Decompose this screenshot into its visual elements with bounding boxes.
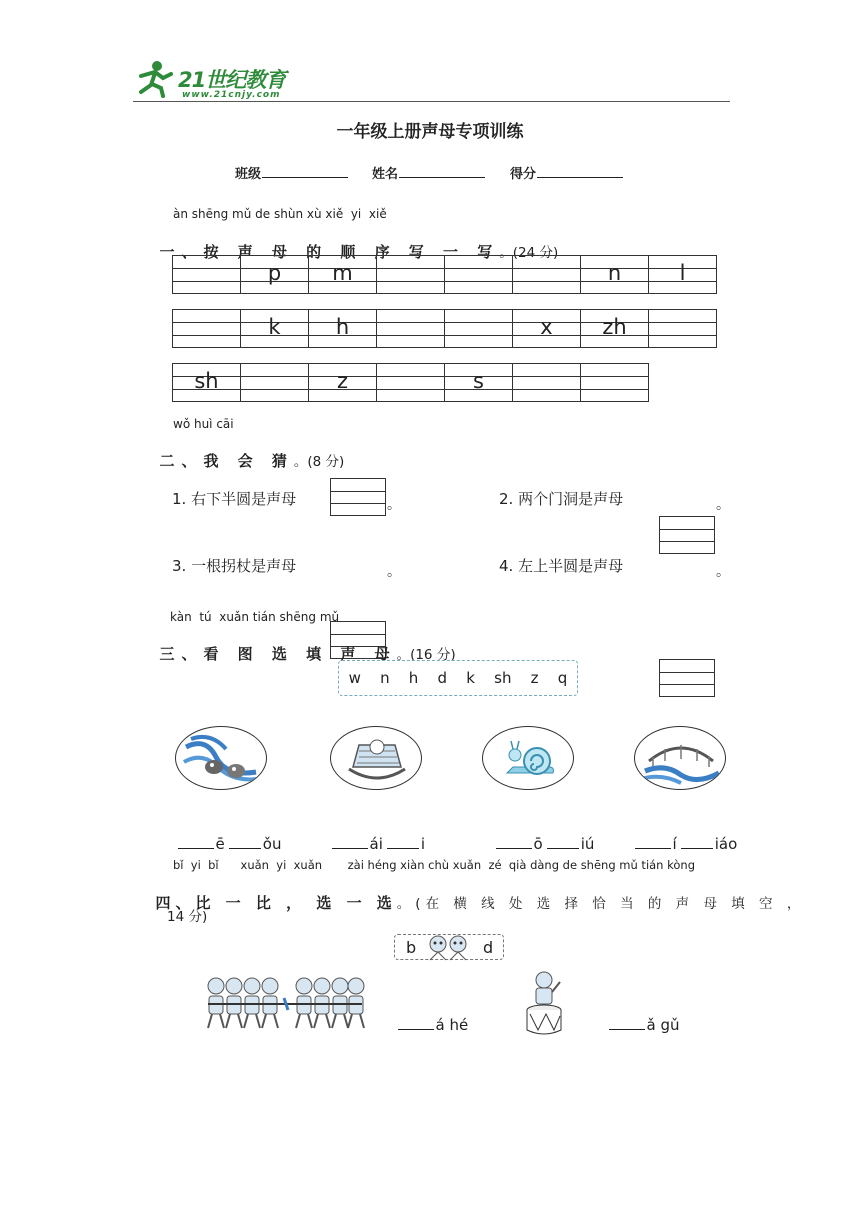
blank[interactable]: [398, 1015, 434, 1030]
bridge-picture: [634, 726, 726, 790]
initials-choice-box: [338, 660, 578, 696]
final-text: ái: [369, 835, 383, 853]
grid-cell[interactable]: s: [445, 363, 513, 402]
page-title: 一年级上册声母专项训练: [336, 122, 524, 142]
riddle-2-text: 2. 两个门洞是声母: [499, 490, 624, 508]
header-divider: [133, 101, 730, 102]
choice-n: n: [380, 669, 390, 687]
grid-cell[interactable]: [445, 309, 513, 348]
grid-cell[interactable]: [377, 309, 445, 348]
grid-cell[interactable]: x: [513, 309, 581, 348]
grid-row-2: [172, 309, 717, 348]
grid-cell[interactable]: [445, 255, 513, 294]
section4-pinyin: bǐ yi bǐ xuǎn yi xuǎn zài héng xiàn chù xuǎn zé qià dàng de shēng mǔ tián kòng: [173, 858, 696, 872]
blank[interactable]: [178, 834, 214, 849]
section3-points: 。(16 分): [396, 647, 456, 663]
section1-title: 一、按 声 母 的 顺 序 写 一 写: [159, 243, 500, 261]
section4-title: 四、比 一 比 ， 选 一 选: [155, 894, 397, 912]
grid-cell[interactable]: [513, 363, 581, 402]
answer-snail: [486, 816, 594, 853]
class-field[interactable]: [235, 163, 348, 182]
tug-of-war-picture: [204, 974, 366, 1036]
logo-text: 21世纪教育: [178, 68, 286, 92]
answer-octopus: [168, 816, 281, 853]
logo-url: www.21cnjy.com: [182, 90, 281, 100]
cradle-picture: [330, 726, 422, 790]
riddle-3-period: 。: [387, 564, 401, 580]
grid-cell[interactable]: sh: [173, 363, 241, 402]
score-field[interactable]: [510, 163, 623, 182]
final-text: iú: [580, 835, 595, 853]
riddle-4-answer-box[interactable]: [659, 659, 715, 697]
choice-h: h: [408, 669, 419, 687]
choice-d: d: [483, 938, 494, 957]
grid-cell[interactable]: [241, 363, 309, 402]
blank[interactable]: [496, 834, 532, 849]
section4-points: 14 分): [167, 909, 208, 925]
grid-cell[interactable]: [377, 363, 445, 402]
choice-q: q: [557, 669, 568, 687]
grid-cell[interactable]: z: [309, 363, 377, 402]
runner-logo-icon: [133, 58, 177, 98]
riddle-3-text: 3. 一根拐杖是声母: [172, 557, 297, 575]
riddle-1-answer-box[interactable]: [330, 478, 386, 516]
section3-pinyin: kàn tú xuǎn tián shēng mǔ: [170, 610, 340, 624]
snail-picture: [482, 726, 574, 790]
blank[interactable]: [547, 834, 579, 849]
choice-d: d: [437, 669, 448, 687]
kids-icon: [424, 934, 472, 966]
blank[interactable]: [635, 834, 671, 849]
riddle-1-period: 。: [387, 497, 401, 513]
answer-cradle: [322, 816, 425, 853]
grid-cell[interactable]: zh: [581, 309, 649, 348]
riddle-2-period: 。: [716, 497, 730, 513]
section2-pinyin: wǒ huì cāi: [173, 417, 234, 431]
grid-cell[interactable]: n: [581, 255, 649, 294]
choice-w: w: [348, 669, 361, 687]
grid-cell[interactable]: [513, 255, 581, 294]
syllable-text: ǎ gǔ: [646, 1016, 680, 1034]
grid-cell[interactable]: h: [309, 309, 377, 348]
final-text: ǒu: [262, 835, 282, 853]
grid-cell[interactable]: [173, 309, 241, 348]
choice-k: k: [466, 669, 475, 687]
grid-cell[interactable]: [649, 309, 717, 348]
name-label: 姓名: [372, 167, 399, 182]
blank[interactable]: [229, 834, 261, 849]
name-field[interactable]: [372, 163, 485, 182]
choice-z: z: [530, 669, 539, 687]
blank[interactable]: [332, 834, 368, 849]
blank[interactable]: [387, 834, 419, 849]
grid-cell[interactable]: k: [241, 309, 309, 348]
score-blank[interactable]: [537, 163, 623, 178]
riddle-2-answer-box[interactable]: [659, 516, 715, 554]
grid-cell[interactable]: l: [649, 255, 717, 294]
grid-cell[interactable]: p: [241, 255, 309, 294]
final-text: iáo: [714, 835, 738, 853]
blank[interactable]: [609, 1015, 645, 1030]
choice-sh: sh: [494, 669, 512, 687]
grid-cell[interactable]: [581, 363, 649, 402]
section2-title: 二、我 会 猜: [159, 452, 294, 470]
class-label: 班级: [235, 167, 262, 182]
syllable-text: á hé: [435, 1016, 469, 1034]
octopus-picture: [175, 726, 267, 790]
final-text: ē: [215, 835, 225, 853]
grid-cell[interactable]: [173, 255, 241, 294]
grid-row-3: [172, 363, 649, 402]
answer-tug-of-war: [388, 997, 468, 1034]
drum-picture: [524, 970, 564, 1042]
section4-instruction: 。(在 横 线 处 选 择 恰 当 的 声 母 填 空 ，: [396, 896, 806, 912]
riddle-4-text: 4. 左上半圆是声母: [499, 557, 624, 575]
blank[interactable]: [681, 834, 713, 849]
grid-cell[interactable]: m: [309, 255, 377, 294]
riddle-1-text: 1. 右下半圆是声母: [172, 490, 297, 508]
final-text: ō: [533, 835, 543, 853]
answer-drum: [599, 997, 680, 1034]
riddle-4-period: 。: [716, 564, 730, 580]
score-label: 得分: [510, 167, 537, 182]
section4-heading: [135, 874, 805, 913]
section1-pinyin: àn shēng mǔ de shùn xù xiě yi xiě: [173, 207, 387, 221]
name-blank[interactable]: [399, 163, 485, 178]
grid-row-1: [172, 255, 717, 294]
choice-b: b: [406, 938, 417, 957]
answer-bridge: [625, 816, 737, 853]
section2-points: 。(8 分): [293, 454, 345, 470]
section1-points: 。(24 分): [499, 245, 559, 261]
class-blank[interactable]: [262, 163, 348, 178]
final-text: i: [420, 835, 426, 853]
section3-heading: [135, 625, 456, 664]
final-text: í: [672, 835, 677, 853]
section2-heading: [135, 432, 344, 471]
grid-cell[interactable]: [377, 255, 445, 294]
section3-title: 三、看 图 选 填 声 母: [159, 645, 397, 663]
